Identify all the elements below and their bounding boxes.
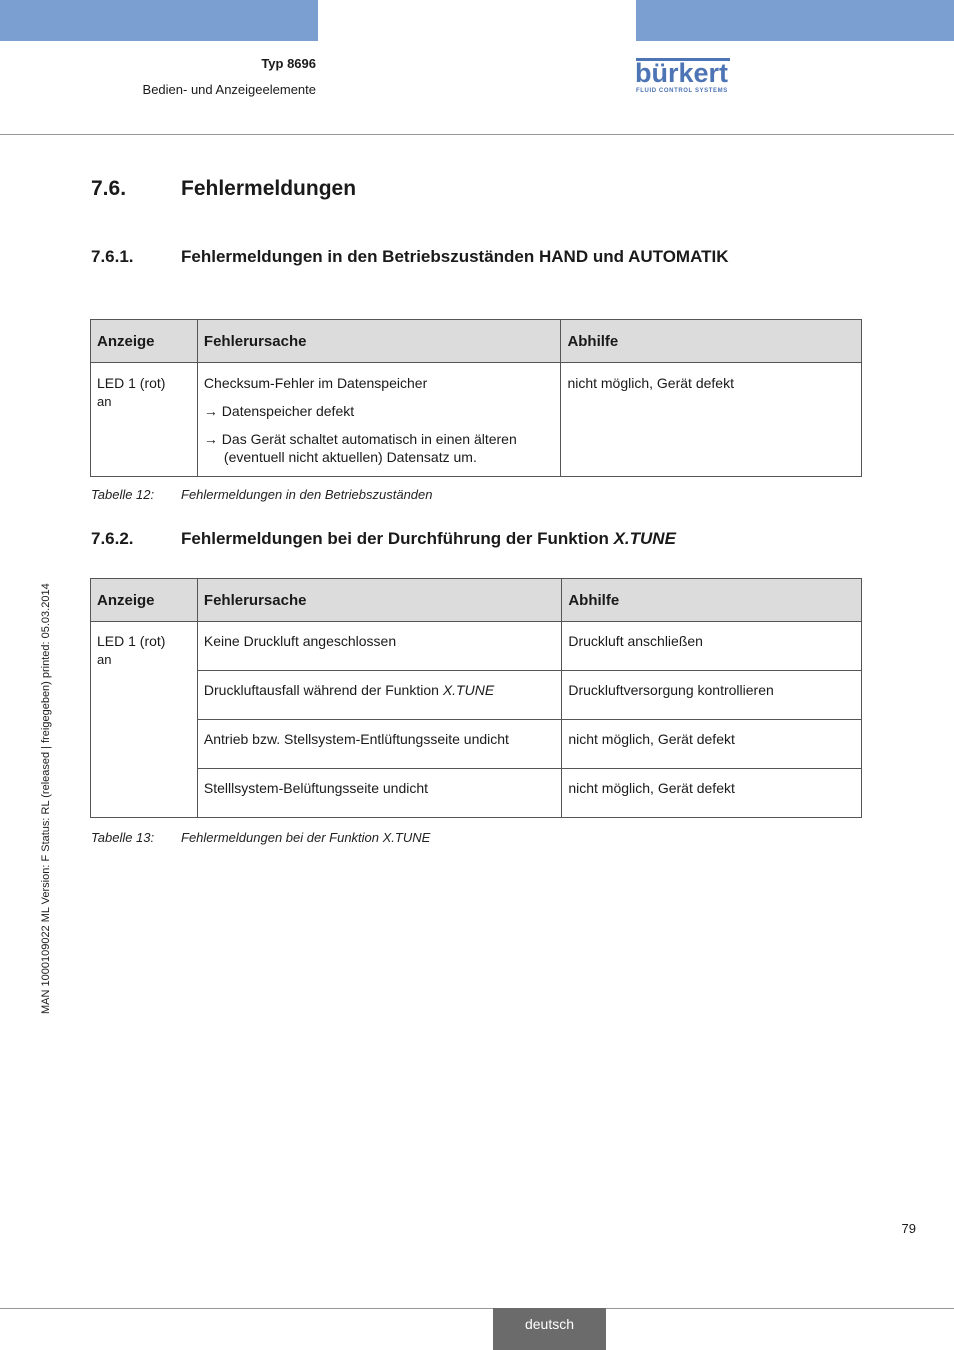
anzeige-line2: an: [97, 394, 112, 409]
anzeige-line1: LED 1 (rot): [97, 375, 166, 391]
page-number: 79: [901, 1221, 916, 1236]
header-bar-right: [636, 0, 954, 41]
subsection2-title-prefix: Fehlermeldungen bei der Durchführung der Funktion: [181, 529, 614, 548]
table-row: [91, 769, 862, 818]
cell-abhilfe: Druckluft anschließen: [562, 622, 862, 671]
header-bar-left: [0, 0, 318, 41]
header-fehlerursache: Fehlerursache: [197, 579, 561, 622]
table-13: [90, 578, 862, 818]
table-12: [90, 319, 862, 477]
ursache-point2: → Das Gerät schaltet automatisch in einen älteren (eventuell nicht aktuellen) Datensatz um.: [203, 431, 517, 465]
anzeige-line1: LED 1 (rot): [97, 633, 166, 649]
subsection2-title: [181, 527, 871, 550]
subsection2-heading: [91, 527, 871, 550]
table-header-row: [91, 320, 862, 363]
header-divider: [0, 134, 954, 135]
subsection1-title: Fehlermeldungen in den Betriebszuständen HAND und AUTOMATIK: [181, 247, 729, 266]
cell-fehlerursache: Keine Druckluft angeschlossen: [197, 622, 561, 671]
header-fehlerursache: Fehlerursache: [197, 320, 561, 363]
burkert-logo: [635, 58, 735, 98]
subsection2-title-function: X.TUNE: [613, 529, 676, 548]
table-row: [91, 622, 862, 671]
language-tab: deutsch: [493, 1308, 606, 1350]
side-print-note: MAN 1000109022 ML Version: F Status: RL (released | freigegeben) printed: 05.03.2014: [40, 583, 52, 1014]
caption-label: Tabelle 12:: [91, 487, 155, 502]
cell-fehlerursache: [197, 671, 561, 720]
table-header-row: [91, 579, 862, 622]
cell-abhilfe: Druckluftversorgung kontrollieren: [562, 671, 862, 720]
section-number: 7.6.: [91, 177, 127, 200]
table-row: [91, 363, 862, 477]
cell-abhilfe: nicht möglich, Gerät defekt: [562, 769, 862, 818]
logo-tagline: FLUID CONTROL SYSTEMS: [636, 88, 728, 94]
subsection1-number: 7.6.1.: [91, 247, 134, 266]
cell-fehlerursache: [197, 363, 561, 477]
anzeige-line2: an: [97, 652, 112, 667]
doc-type: Typ 8696: [261, 56, 316, 71]
cell-fehlerursache: Stelllsystem-Belüftungsseite undicht: [197, 769, 561, 818]
ursache-text: Druckluftausfall während der Funktion: [203, 682, 443, 698]
ursache-main: Checksum-Fehler im Datenspeicher: [203, 375, 428, 391]
table-row: [91, 720, 862, 769]
footer-divider: [0, 1308, 954, 1309]
table-row: [91, 671, 862, 720]
header-anzeige: Anzeige: [91, 579, 198, 622]
header-abhilfe: Abhilfe: [562, 579, 862, 622]
cell-abhilfe: nicht möglich, Gerät defekt: [562, 720, 862, 769]
header-abhilfe: Abhilfe: [561, 320, 862, 363]
logo-word: bürkert: [635, 58, 729, 88]
subsection2-number: 7.6.2.: [91, 529, 134, 548]
caption-text: Fehlermeldungen in den Betriebszuständen: [181, 487, 433, 502]
header-anzeige: Anzeige: [91, 320, 198, 363]
ursache-point1: → Datenspeicher defekt: [203, 403, 355, 419]
ursache-function: X.TUNE: [442, 682, 495, 698]
subsection1-heading: [91, 245, 871, 268]
cell-anzeige: [91, 622, 198, 818]
caption-label: Tabelle 13:: [91, 830, 155, 845]
caption-text: Fehlermeldungen bei der Funktion X.TUNE: [181, 830, 431, 845]
cell-fehlerursache: Antrieb bzw. Stellsystem-Entlüftungsseite undicht: [197, 720, 561, 769]
cell-anzeige: [91, 363, 198, 477]
cell-abhilfe: nicht möglich, Gerät defekt: [561, 363, 862, 477]
section-name: Bedien- und Anzeigeelemente: [142, 82, 316, 97]
section-title: Fehlermeldungen: [181, 177, 357, 200]
